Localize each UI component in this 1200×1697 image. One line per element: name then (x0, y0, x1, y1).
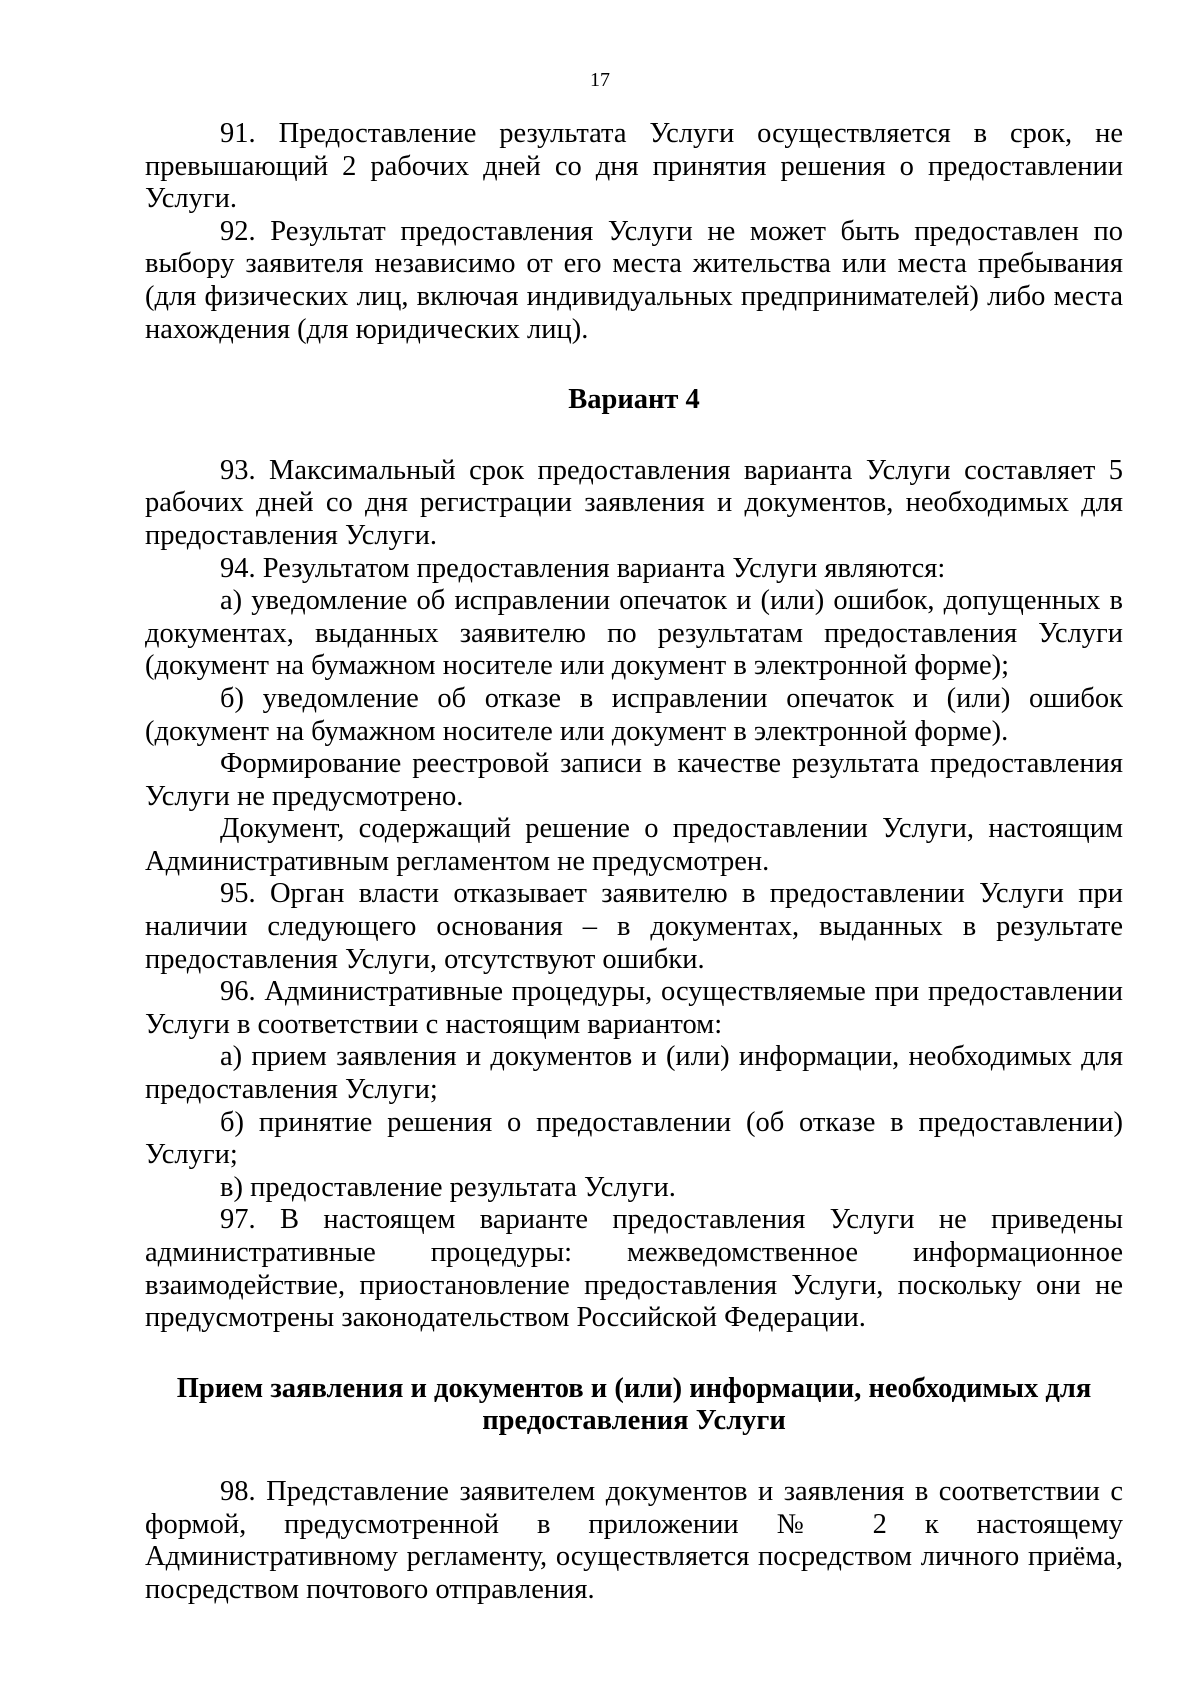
paragraph-98: 98. Представление заявителем документов и заявления в соответствии с формой, предусмотренной в приложении № 2 к настоящему Административному регламенту, осуществляется посредством личного приёма, посредством почтового отправления. (145, 1475, 1123, 1605)
paragraph-91: 91. Предоставление результата Услуги осуществляется в срок, не превышающий 2 рабочих дней со дня принятия решения о предоставлении Услуги. (145, 118, 1123, 215)
document-body (145, 118, 1123, 1606)
paragraph-96-b: б) принятие решения о предоставлении (об отказе в предоставлении) Услуги; (145, 1106, 1123, 1171)
paragraph-92: 92. Результат предоставления Услуги не может быть предоставлен по выбору заявителя независимо от его места жительства или места пребывания (для физических лиц, включая индивидуальных предпринимателей) либо места нахождения (для юридических лиц). (145, 215, 1123, 345)
paragraph-96-a: а) прием заявления и документов и (или) информации, необходимых для предоставления Услуги; (145, 1041, 1123, 1106)
heading-reception: Прием заявления и документов и (или) информации, необходимых для предоставления Услуги (176, 1372, 1092, 1437)
heading-variant-4: Вариант 4 (568, 384, 700, 416)
paragraph-94-b: б) уведомление об отказе в исправлении опечаток и (или) ошибок (документ на бумажном носителе или документ в электронной форме). (145, 682, 1123, 747)
paragraph-93: 93. Максимальный срок предоставления варианта Услуги составляет 5 рабочих дней со дня регистрации заявления и документов, необходимых для предоставления Услуги. (145, 454, 1123, 551)
paragraph-94: 94. Результатом предоставления варианта Услуги являются: (220, 552, 946, 584)
paragraph-94-registry: Формирование реестровой записи в качестве результата предоставления Услуги не предусмотрено. (145, 748, 1123, 812)
paragraph-97: 97. В настоящем варианте предоставления Услуги не приведены административные процедуры: межведомственное информационное взаимодействие, приостановление предоставления Услуги, поскольку они не предусмотрены законодательством Российской Федерации. (145, 1204, 1123, 1334)
paragraph-96-v: в) предоставление результата Услуги. (220, 1171, 676, 1203)
paragraph-96: 96. Административные процедуры, осуществляемые при предоставлении Услуги в соответствии с настоящим вариантом: (145, 976, 1123, 1040)
paragraph-95: 95. Орган власти отказывает заявителю в предоставлении Услуги при наличии следующего основания – в документах, выданных в результате предоставления Услуги, отсутствуют ошибки. (145, 878, 1123, 975)
paragraph-94-a: а) уведомление об исправлении опечаток и (или) ошибок, допущенных в документах, выданных заявителю по результатам предоставления Услуги (документ на бумажном носителе или документ в электронной форме); (145, 585, 1123, 682)
paragraph-94-document: Документ, содержащий решение о предоставлении Услуги, настоящим Административным регламентом не предусмотрен. (145, 813, 1123, 877)
page-number: 17 (590, 69, 610, 91)
